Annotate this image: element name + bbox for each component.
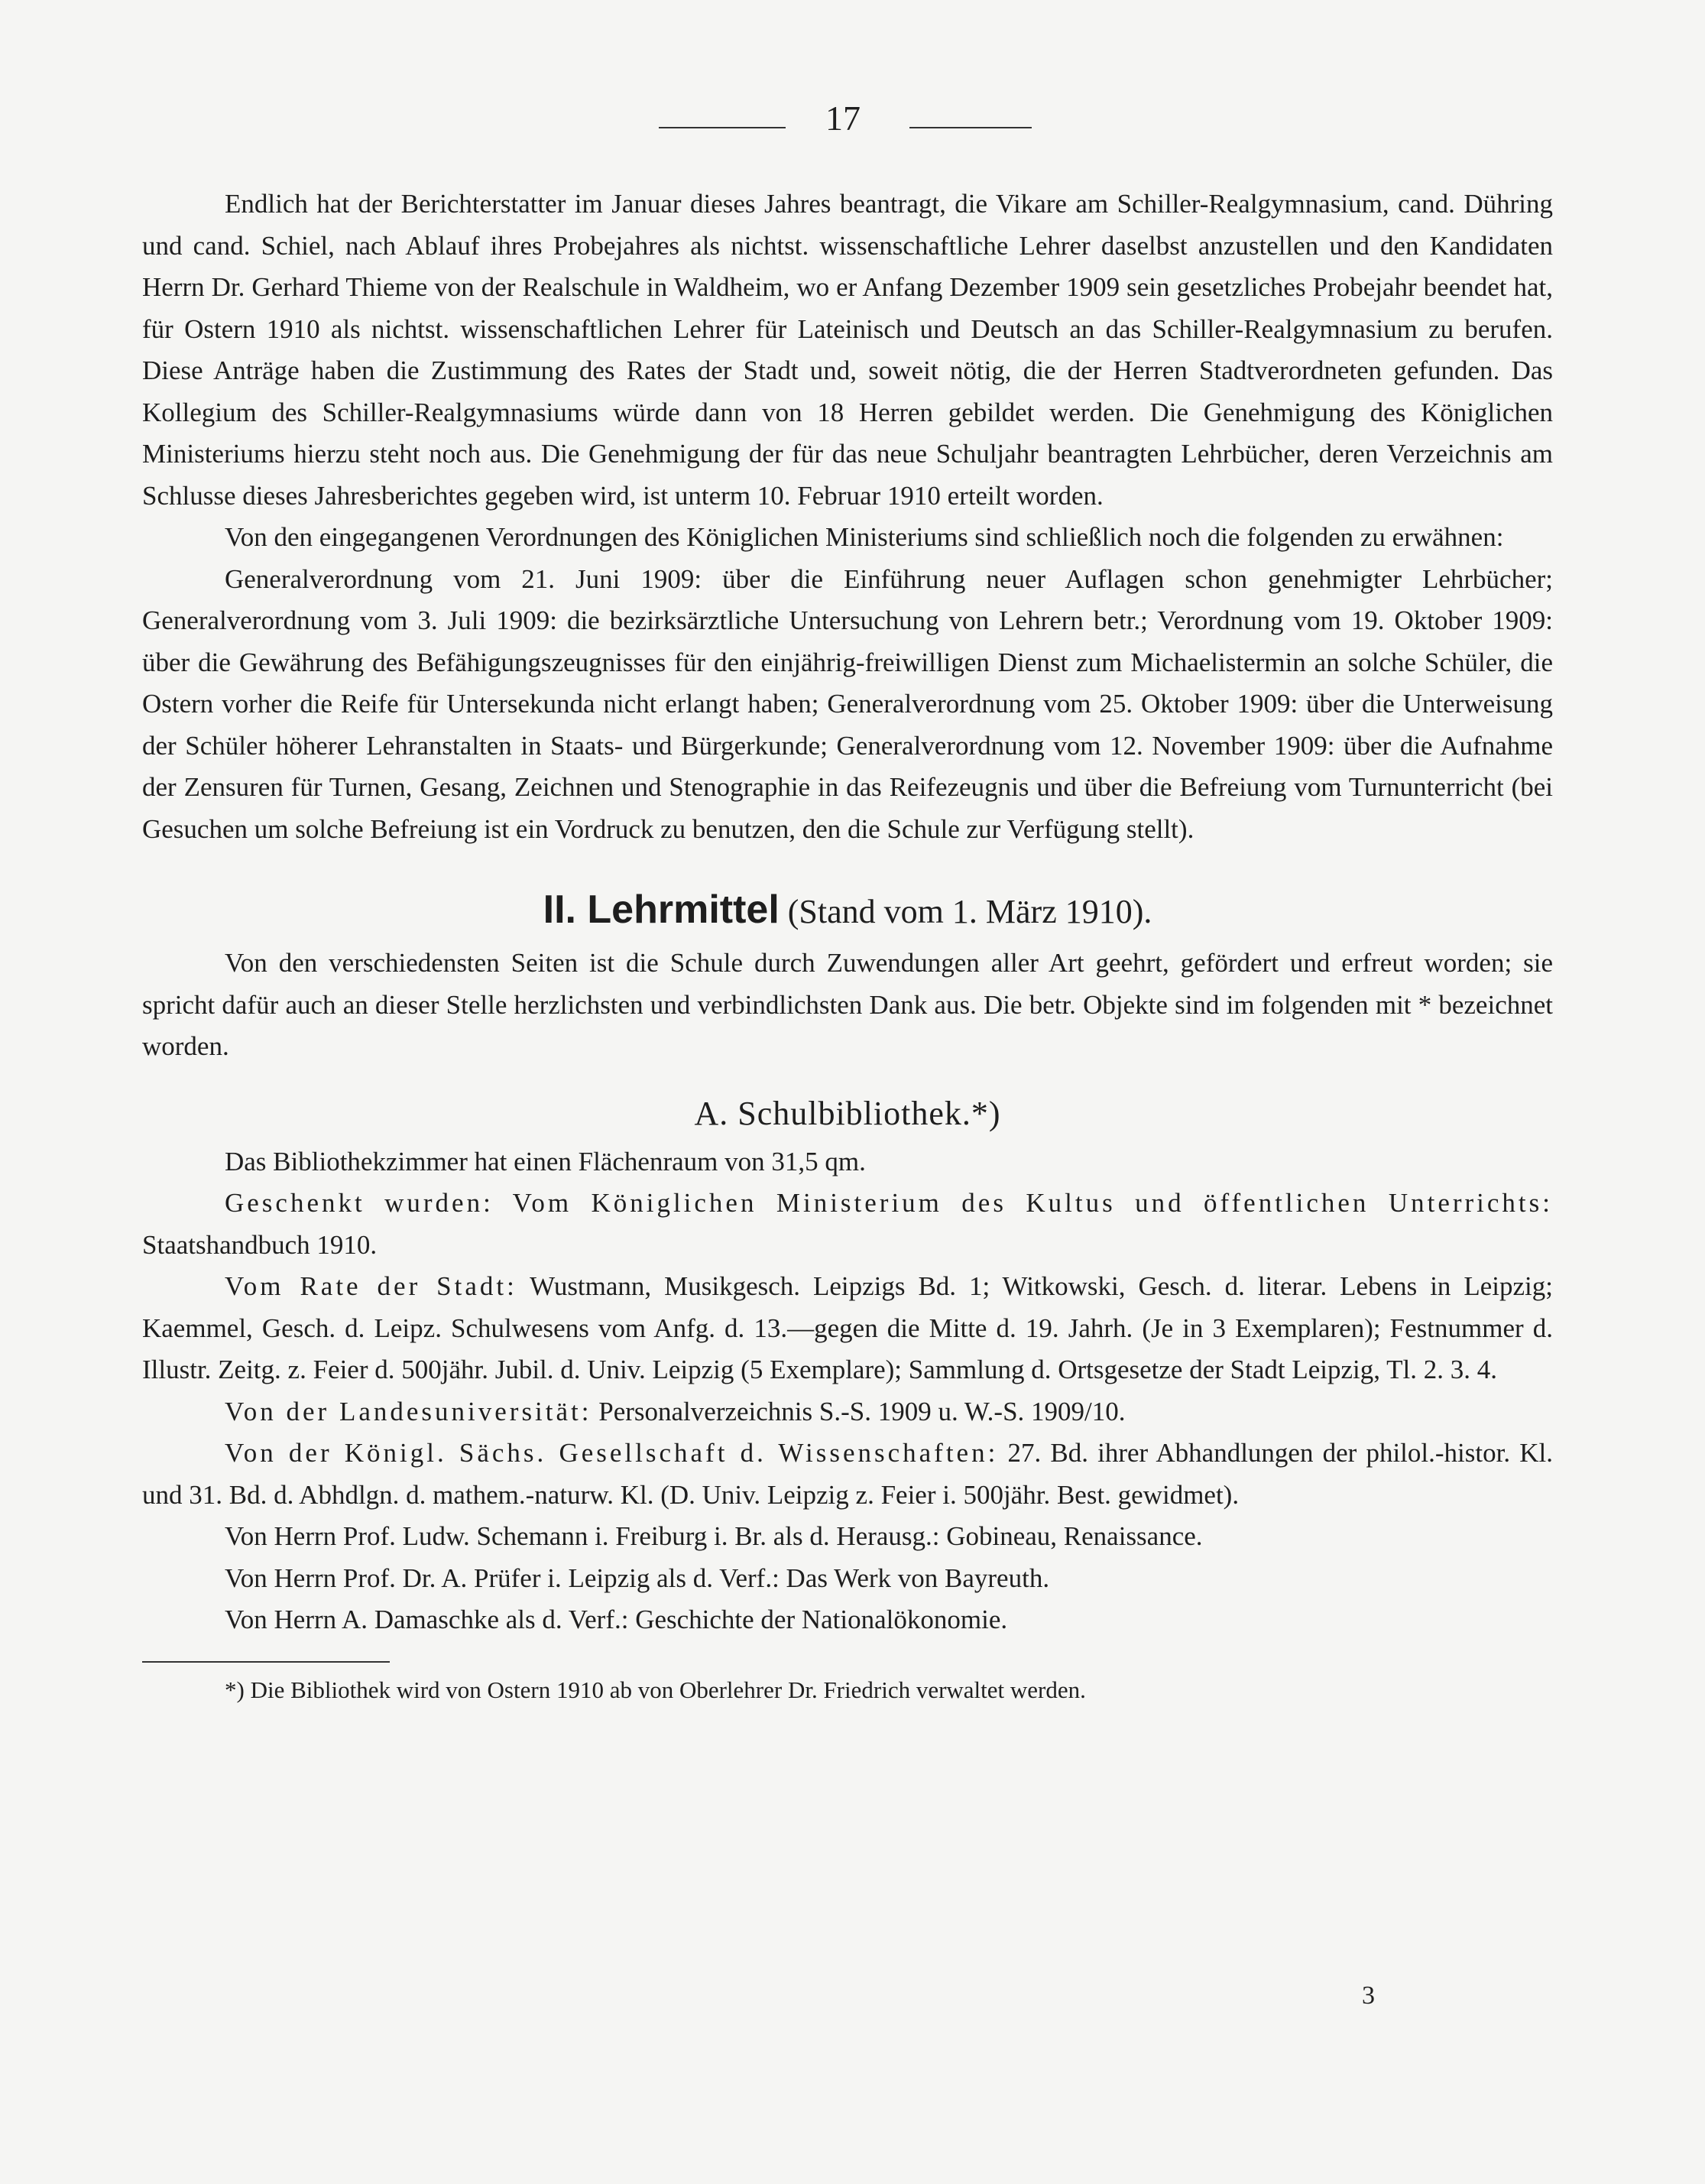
donor-ministry: Geschenkt wurden: Vom Königlichen Ministerium des Kultus und öffentlichen Unterrichts:	[225, 1188, 1553, 1218]
donation-entry-city-council	[142, 1266, 1553, 1391]
footnote-library: *) Die Bibliothek wird von Ostern 1910 ab von Oberlehrer Dr. Friedrich verwaltet werden.	[225, 1676, 1086, 1703]
section-heading-lehrmittel	[142, 879, 1553, 943]
donation-entry-pruefer: Von Herrn Prof. Dr. A. Prüfer i. Leipzig als d. Verf.: Das Werk von Bayreuth.	[225, 1563, 1050, 1593]
gift-ministry: Staatshandbuch 1910.	[142, 1229, 378, 1260]
paragraph-ordinances-intro: Von den eingegangenen Verordnungen des Königlichen Ministeriums sind schließlich noch die folgenden zu erwähnen:	[225, 522, 1504, 552]
header-rule-right	[909, 127, 1032, 128]
gift-university: Personalverzeichnis S.-S. 1909 u. W.-S. 1909/10.	[592, 1396, 1126, 1426]
gift-city-council: Wustmann, Musikgesch. Leipzigs Bd. 1; Witkowski, Gesch. d. literar. Lebens in Leipzig; Kaemmel, Gesch. d. Leipz. Schulwesens vom Anfg. d. 13.—gegen die Mitte d. 19. Jahrh. (Je in 3 Exemplaren); Festnummer d. Illustr. Zeitg. z. Feier d. 500jähr. Jubil. d. Univ. Leipzig (5 Exemplare); Sammlung d. Ortsgesetze der Stadt Leipzig, Tl. 2. 3. 4.	[142, 1271, 1553, 1384]
donation-entry-schemann: Von Herrn Prof. Ludw. Schemann i. Freiburg i. Br. als d. Herausg.: Gobineau, Renaissance.	[225, 1521, 1203, 1551]
donor-city-council: Vom Rate der Stadt:	[225, 1271, 517, 1301]
page-header	[0, 98, 1705, 151]
donor-society: Von der Königl. Sächs. Gesellschaft d. Wissenschaften:	[225, 1438, 999, 1468]
donation-entry-university	[142, 1391, 1553, 1433]
page-number: 17	[825, 99, 861, 138]
donation-entry-damaschke: Von Herrn A. Damaschke als d. Verf.: Geschichte der Nationalökonomie.	[225, 1605, 1008, 1634]
subsection-heading-schulbibliothek: A. Schulbibliothek.*)	[694, 1094, 1001, 1132]
footnote-rule	[142, 1661, 390, 1663]
donation-entry-society	[142, 1433, 1553, 1516]
donor-university: Von der Landesuniversität:	[225, 1396, 592, 1426]
paragraph-ordinances-list: Generalverordnung vom 21. Juni 1909: über die Einführung neuer Auflagen schon genehmigter Lehrbücher; Generalverordnung vom 3. Juli 1909: die bezirksärztliche Untersuchung von Lehrern betr.; Verordnung vom 19. Oktober 1909: über die Gewährung des Befähigungszeugnisses für den einjährig-freiwilligen Dienst zum Michaelistermin an solche Schüler, die Ostern vorher die Reife für Untersekunda nicht erlangt haben; Generalverordnung vom 25. Oktober 1909: über die Unterweisung der Schüler höherer Lehranstalten in Staats- und Bürgerkunde; Generalverordnung vom 12. November 1909: über die Aufnahme der Zensuren für Turnen, Gesang, Zeichnen und Stenographie in das Reifezeugnis und über die Befreiung vom Turnunterricht (bei Gesuchen um solche Befreiung ist ein Vordruck zu benutzen, den die Schule zur Verfügung stellt).	[142, 563, 1553, 844]
paragraph-library-room: Das Bibliothekzimmer hat einen Flächenraum von 31,5 qm.	[225, 1146, 866, 1176]
paragraph-appointments: Endlich hat der Berichterstatter im Januar dieses Jahres beantragt, die Vikare am Schiller-Realgymnasium, cand. Dühring und cand. Schiel, nach Ablauf ihres Probejahres als nichtst. wissenschaftliche Lehrer daselbst anzustellen und den Kandidaten Herrn Dr. Gerhard Thieme von der Realschule in Waldheim, wo er Anfang Dezember 1909 sein gesetzliches Probejahr beendet hat, für Ostern 1910 als nichtst. wissenschaftlichen Lehrer für Lateinisch und Deutsch an das Schiller-Realgymnasium zu berufen. Diese Anträge haben die Zustimmung des Rates der Stadt und, soweit nötig, die der Herren Stadtverordneten gefunden. Das Kollegium des Schiller-Realgymnasiums würde dann von 18 Herren gebildet werden. Die Genehmigung des Königlichen Ministeriums hierzu steht noch aus. Die Genehmigung der für das neue Schuljahr beantragten Lehrbücher, deren Verzeichnis am Schlusse dieses Jahresberichtes gegeben wird, ist unterm 10. Februar 1910 erteilt worden.	[142, 189, 1553, 511]
donation-entry-ministry	[142, 1183, 1553, 1266]
signature-mark: 3	[1362, 1981, 1375, 2010]
page-body	[142, 183, 1553, 1707]
paragraph-donations-intro: Von den verschiedensten Seiten ist die Schule durch Zuwendungen aller Art geehrt, gefördert und erfreut worden; sie spricht dafür auch an dieser Stelle herzlichsten und verbindlichsten Dank aus. Die betr. Objekte sind im folgenden mit * bezeichnet worden.	[142, 948, 1553, 1061]
gift-society: 27. Bd. ihrer Abhandlungen der philol.-histor. Kl. und 31. Bd. d. Abhdlgn. d. mathem.-naturw. Kl. (D. Univ. Leipzig z. Feier i. 500jähr. Best. gewidmet).	[142, 1438, 1553, 1510]
section-heading-date: (Stand vom 1. März 1910).	[787, 893, 1152, 930]
header-rule-left	[659, 127, 786, 128]
section-heading-bold: II. Lehrmittel	[543, 888, 780, 932]
